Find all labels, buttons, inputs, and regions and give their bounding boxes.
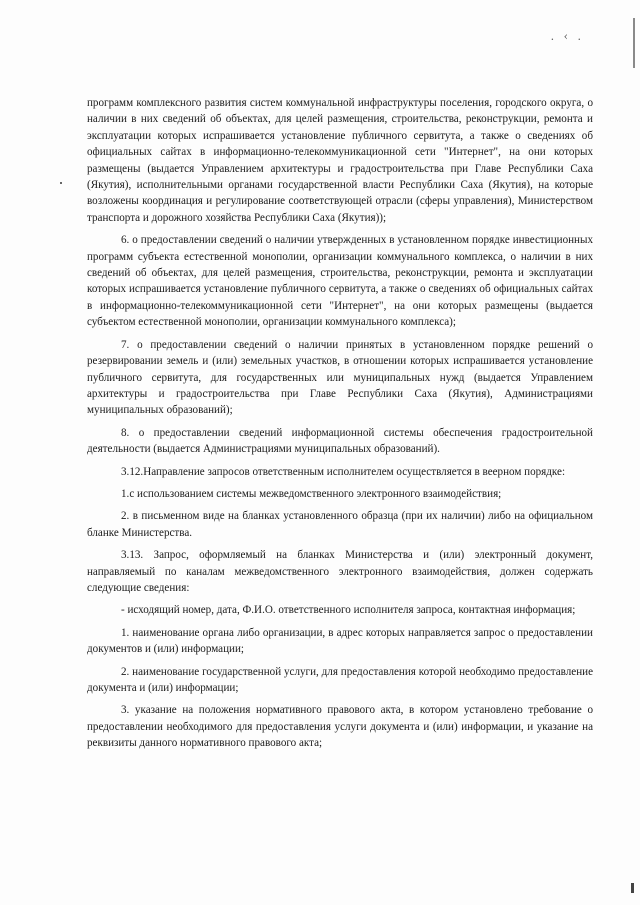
document-body	[87, 95, 593, 758]
scan-corner-mark	[631, 883, 634, 893]
paragraph-item-8: 8. о предоставлении сведений информационной системы обеспечения градостроительной деятельности (выдается Администрациями муниципальных образований).	[87, 426, 593, 456]
paragraph-3-13-item-1: 1. наименование органа либо организации, в адрес которых направляется запрос о предоставлении документов и (или) информации;	[87, 626, 593, 656]
scan-edge-mark	[633, 18, 635, 68]
paragraph-3-13-item-2: 2. наименование государственной услуги, для предоставления которой необходимо предоставление документа и (или) информации;	[87, 665, 593, 694]
paragraph-3-12-item-1: 1.с использованием системы межведомственного электронного взаимодействия;	[121, 487, 502, 500]
scan-speck	[60, 182, 62, 184]
paragraph-item-6: 6. о предоставлении сведений о наличии утвержденных в установленном порядке инвестиционных программ субъекта естественной монополии, организации коммунального комплекса, о наличии в них сведений об объектах, для целей размещения, строительства, реконструкции, ремонта и эксплуатации которых испрашивается установление публичного сервитута, а также о сведениях об официальных сайтах в информационно-телекоммуникационной сети "Интернет", на они которых размещены (выдается субъектом естественной монополии, организации коммунального комплекса);	[87, 234, 593, 329]
page-number-mark: . ‹ .	[550, 30, 584, 43]
paragraph-3-13-dash: - исходящий номер, дата, Ф.И.О. ответственного исполнителя запроса, контактная информация;	[121, 604, 576, 617]
paragraph-continuation: программ комплексного развития систем коммунальной инфраструктуры поселения, городского округа, о наличии в них сведений об объектах, для целей размещения, строительства, реконструкции, ремонта и эксплуатации которых испрашивается установление публичного сервитута, а также о сведениях об официальных сайтах в информационно-телекоммуникационной сети "Интернет", на они которых размещены (выдается Управлением архитектуры и градостроительства при Главе Республики Саха (Якутия), исполнительными органами государственной власти Республики Саха (Якутия), на которые возложены координация и регулирование соответствующей отрасли (сферы управления), Министерством транспорта и дорожного хозяйства Республики Саха (Якутия));	[87, 97, 593, 224]
paragraph-3-13-item-3: 3. указание на положения нормативного правового акта, в котором установлено требование о предоставлении необходимого для предоставления услуги документа и (или) информации, и указание на реквизиты данного нормативного правового акта;	[87, 704, 593, 750]
paragraph-3-13: 3.13. Запрос, оформляемый на бланках Министерства и (или) электронный документ, направляемый по каналам межведомственного электронного взаимодействия, должен содержать следующие сведения:	[87, 549, 593, 594]
paragraph-3-12-item-2: 2. в письменном виде на бланках установленного образца (при их наличии) либо на официальном бланке Министерства.	[87, 510, 593, 539]
paragraph-item-7: 7. о предоставлении сведений о наличии принятых в установленном порядке решений о резервировании земель и (или) земельных участков, в отношении которых испрашивается установление публичного сервитута, для государственных или муниципальных нужд (выдается Управлением архитектуры и градостроительства при Главе Республики Саха (Якутия), Администрациями муниципальных образований);	[87, 338, 593, 417]
paragraph-3-12: 3.12.Направление запросов ответственным исполнителем осуществляется в веерном порядке:	[121, 465, 566, 478]
